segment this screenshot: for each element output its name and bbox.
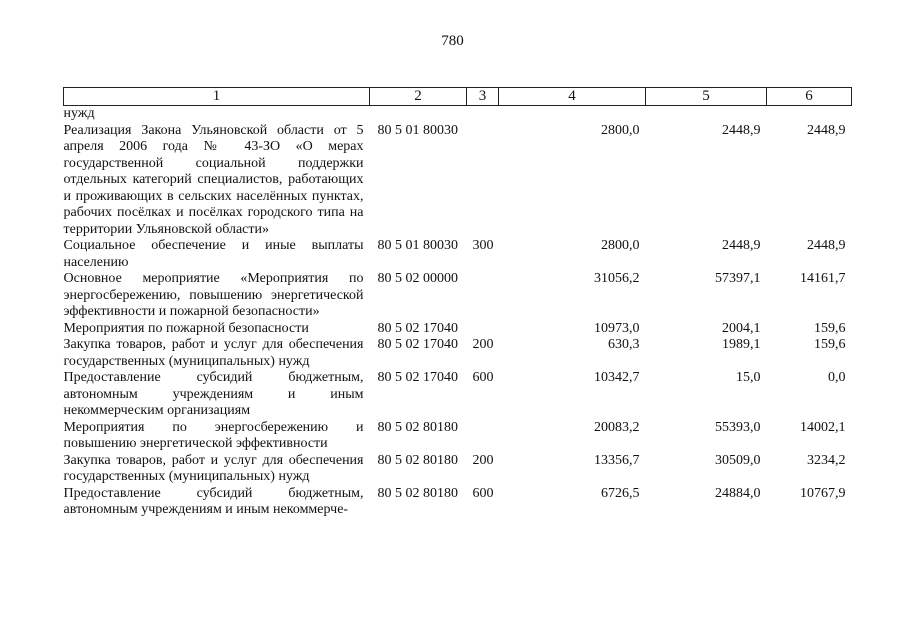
row-name: Закупка товаров, работ и услуг для обеспечения государственных (муниципальных) нужд bbox=[63, 337, 364, 369]
row-expense-type: 300 bbox=[472, 238, 494, 253]
row-expense-type bbox=[467, 123, 499, 239]
table-row bbox=[64, 420, 852, 453]
header-row bbox=[64, 88, 852, 106]
table-row bbox=[64, 123, 852, 239]
budget-table-wrapper bbox=[63, 87, 851, 519]
row-value-col5: 30509,0 bbox=[715, 452, 761, 468]
row-value-col4: 6726,5 bbox=[601, 485, 640, 501]
row-value-col6: 3234,2 bbox=[807, 452, 846, 468]
table-row bbox=[64, 106, 852, 123]
table-row bbox=[64, 453, 852, 486]
row-value-col4: 2800,0 bbox=[601, 238, 640, 253]
column-header-3: 3 bbox=[467, 88, 499, 106]
row-name: Мероприятия по энергосбережению и повышению энергетической эффективности bbox=[63, 419, 364, 451]
row-expense-type bbox=[467, 321, 499, 338]
row-value-col4: 2800,0 bbox=[601, 122, 640, 138]
row-value-col4: 630,3 bbox=[608, 337, 640, 352]
row-expense-type: 200 bbox=[472, 337, 494, 352]
row-value-col6: 2448,9 bbox=[807, 238, 846, 253]
row-code: 80 5 02 17040 bbox=[377, 320, 458, 336]
column-header-1: 1 bbox=[64, 88, 370, 106]
table-row bbox=[64, 321, 852, 338]
row-expense-type: 200 bbox=[472, 452, 494, 468]
row-name: Социальное обеспечение и иные выплаты населению bbox=[63, 238, 364, 270]
row-value-col6 bbox=[767, 106, 852, 123]
row-value-col6: 159,6 bbox=[814, 337, 846, 352]
row-name: Закупка товаров, работ и услуг для обеспечения государственных (муниципальных) нужд bbox=[63, 452, 364, 484]
row-value-col5: 24884,0 bbox=[715, 485, 761, 501]
row-expense-type bbox=[467, 420, 499, 453]
row-value-col5: 2448,9 bbox=[722, 238, 761, 253]
row-value-col4: 31056,2 bbox=[594, 271, 640, 286]
row-value-col5: 2448,9 bbox=[722, 122, 761, 138]
row-name: нужд bbox=[63, 106, 95, 121]
row-value-col6: 14161,7 bbox=[800, 271, 846, 286]
table-body bbox=[64, 106, 852, 519]
row-code bbox=[370, 106, 467, 123]
table-row bbox=[64, 238, 852, 271]
row-code: 80 5 02 00000 bbox=[377, 271, 458, 286]
row-value-col4 bbox=[499, 106, 646, 123]
row-name: Реализация Закона Ульяновской области от 5 апреля 2006 года № 43-ЗО «О мерах государственной социальной поддержки отдельных категорий специалистов, работающих и проживающих в сельских населённых пунктах, рабочих посёлках и посёлках городского типа на территории Ульяновской области» bbox=[63, 122, 364, 237]
row-code: 80 5 02 17040 bbox=[377, 337, 458, 352]
row-expense-type bbox=[467, 106, 499, 123]
row-value-col5 bbox=[646, 106, 767, 123]
row-value-col4: 10342,7 bbox=[594, 370, 640, 385]
row-name: Предоставление субсидий бюджетным, автономным учреждениям и иным некоммерческим организациям bbox=[63, 370, 364, 418]
row-expense-type: 600 bbox=[472, 485, 494, 501]
row-code: 80 5 01 80030 bbox=[377, 238, 458, 253]
row-value-col5: 55393,0 bbox=[715, 419, 761, 435]
row-name: Основное мероприятие «Мероприятия по энергосбережению, повышению энергетической эффективности и пожарной безопасности» bbox=[63, 271, 364, 319]
row-value-col5: 2004,1 bbox=[722, 320, 761, 336]
table-row bbox=[64, 271, 852, 321]
row-code: 80 5 02 80180 bbox=[377, 452, 458, 468]
row-value-col5: 57397,1 bbox=[715, 271, 761, 286]
table-header bbox=[64, 88, 852, 106]
row-code: 80 5 02 80180 bbox=[377, 485, 458, 501]
row-value-col5: 15,0 bbox=[736, 370, 761, 385]
column-header-6: 6 bbox=[767, 88, 852, 106]
row-value-col6: 10767,9 bbox=[800, 485, 846, 501]
row-value-col6: 159,6 bbox=[814, 320, 846, 336]
row-value-col5: 1989,1 bbox=[722, 337, 761, 352]
table-row bbox=[64, 370, 852, 420]
row-name: Предоставление субсидий бюджетным, автономным учреждениям и иным некоммерче- bbox=[63, 485, 364, 517]
column-header-2: 2 bbox=[370, 88, 467, 106]
column-header-4: 4 bbox=[499, 88, 646, 106]
table-row bbox=[64, 337, 852, 370]
row-name: Мероприятия по пожарной безопасности bbox=[63, 320, 309, 336]
column-header-5: 5 bbox=[646, 88, 767, 106]
row-expense-type: 600 bbox=[472, 370, 494, 385]
row-code: 80 5 02 17040 bbox=[377, 370, 458, 385]
budget-table bbox=[63, 87, 852, 519]
row-value-col6: 0,0 bbox=[828, 370, 846, 385]
row-value-col4: 10973,0 bbox=[594, 320, 640, 336]
row-value-col6: 14002,1 bbox=[800, 419, 846, 435]
row-code: 80 5 01 80030 bbox=[377, 122, 458, 138]
row-value-col4: 20083,2 bbox=[594, 419, 640, 435]
table-row bbox=[64, 486, 852, 519]
row-expense-type bbox=[467, 271, 499, 321]
row-value-col4: 13356,7 bbox=[594, 452, 640, 468]
page-number: 780 bbox=[441, 33, 464, 49]
row-code: 80 5 02 80180 bbox=[377, 419, 458, 435]
row-value-col6: 2448,9 bbox=[807, 122, 846, 138]
